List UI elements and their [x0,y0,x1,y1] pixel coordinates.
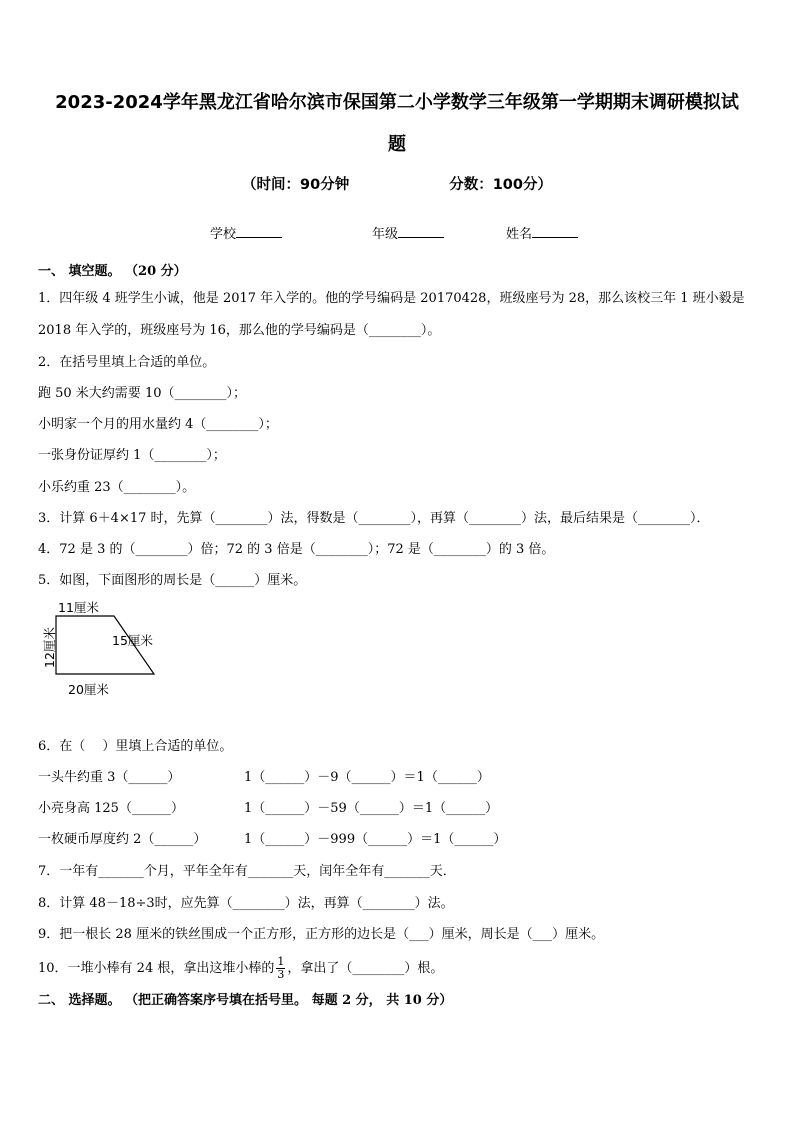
school-field [210,223,282,242]
question-6-b-equation: 1（______）－59（______）＝1（______） [244,801,499,816]
question-1: 1．四年级 4 班学生小诚，他是 2017 年入学的。他的学号编码是 20170428，班级座号为 28，那么该校三年 1 班小毅是 [38,291,745,306]
label-top: 11厘米 [58,600,99,615]
name-field [506,223,578,242]
question-2-b: 小明家一个月的用水量约 4（________）； [38,417,278,432]
question-1-continued: 2018 年入学的，班级座号为 16，那么他的学号编码是（________）。 [38,323,441,338]
trapezoid-figure [36,596,176,700]
name-label: 姓名 [506,227,533,242]
total-score: 分数：100分） [449,177,552,193]
question-5: 5．如图，下面图形的周长是（______）厘米。 [38,573,307,588]
question-6-a-equation: 1（______）－9（______）＝1（______） [244,770,490,785]
question-2-a: 跑 50 米大约需要 10（________）； [38,386,246,401]
grade-field [372,223,444,242]
section2-heading: 二、 选择题。 （把正确答案序号填在括号里。 每题 2 分， 共 10 分） [38,993,453,1008]
question-9: 9．把一根长 28 厘米的铁丝围成一个正方形，正方形的边长是（___）厘米，周长是（___）厘米。 [38,927,605,942]
fraction-denominator: 3 [277,968,285,981]
question-2-d: 小乐约重 23（________）。 [38,480,196,495]
label-bottom: 20厘米 [68,682,109,697]
name-blank [532,225,578,238]
fraction-numerator: 1 [277,955,285,968]
question-8: 8．计算 48－18÷3时，应先算（________）法，再算（________）法。 [38,896,454,911]
label-right: 15厘米 [112,633,153,648]
exam-title: 2023-2024学年黑龙江省哈尔滨市保国第二小学数学三年级第一学期期末调研模拟试 [55,92,739,113]
question-6-a: 一头牛约重 3（______） [38,770,181,785]
question-6-c: 一枚硬币厚度约 2（______） [38,832,207,847]
time-limit: （时间：90分钟 [242,177,350,193]
grade-blank [398,225,444,238]
label-left: 12厘米 [42,627,57,668]
question-6-c-equation: 1（______）－999（______）＝1（______） [244,832,507,847]
question-2: 2．在括号里填上合适的单位。 [38,355,216,370]
question-7: 7．一年有_______个月，平年全年有_______天，闰年全年有_______天． [38,864,456,879]
school-blank [236,225,282,238]
section1-heading: 一、 填空题。 （20 分） [38,264,187,279]
question-3: 3．计算 6＋4×17 时，先算（________）法，得数是（________），再算（________）法，最后结果是（________）． [38,511,710,526]
question-2-c: 一张身份证厚约 1（________）； [38,448,226,463]
question-6: 6．在（ ）里填上合适的单位。 [38,739,233,754]
grade-label: 年级 [372,227,399,242]
exam-meta [0,173,794,194]
exam-title-continued: 题 [388,134,406,155]
question-10 [38,954,443,984]
question-4: 4．72 是 3 的（________）倍；72 的 3 倍是（________）；72 是（________）的 3 倍。 [38,542,555,557]
school-label: 学校 [210,227,237,242]
fraction-one-third [276,956,285,981]
question-10-tail: ，拿出了（________）根。 [287,961,444,976]
question-6-b: 小亮身高 125（______） [38,801,184,816]
question-10-text: 10．一堆小棒有 24 根，拿出这堆小棒的 [38,961,275,976]
